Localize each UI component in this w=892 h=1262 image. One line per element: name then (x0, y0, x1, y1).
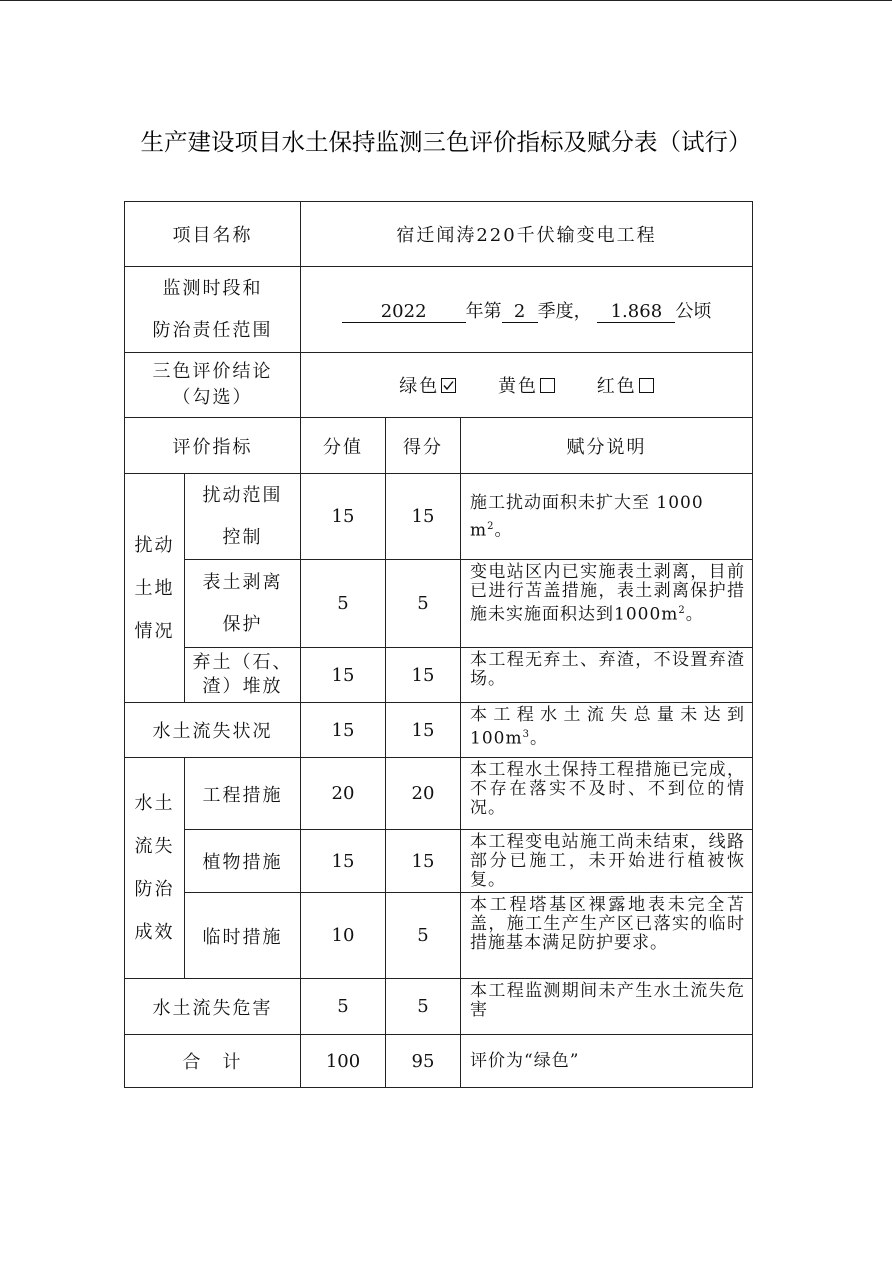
group-prevention-line4: 成效 (134, 922, 175, 943)
option-green (399, 376, 456, 397)
group-prevention-line1: 水土 (134, 793, 175, 814)
indicator-name-line2: 渣）堆放 (202, 676, 283, 697)
table-row (125, 893, 753, 979)
desc-sup: 2 (487, 520, 495, 532)
indicator-value: 15 (301, 474, 386, 560)
indicator-name: 临时措施 (185, 893, 301, 979)
indicator-value: 15 (301, 830, 386, 893)
option-green-label: 绿色 (399, 376, 440, 397)
indicator-desc (461, 560, 753, 648)
total-score: 95 (386, 1035, 461, 1088)
conclusion-label (125, 353, 301, 418)
header-value: 分值 (301, 418, 386, 474)
indicator-name-line1: 扰动范围 (202, 484, 283, 506)
period-quarter-suffix: 季度， (537, 300, 592, 322)
desc-text: 施工扰动面积未扩大至 1000 (470, 492, 704, 513)
period-label-line1: 监测时段和 (162, 277, 263, 299)
table-row (125, 648, 753, 703)
group-disturbance-line1: 扰动 (134, 534, 175, 556)
indicator-value: 5 (301, 560, 386, 648)
period-label-line2: 防治责任范围 (152, 319, 273, 341)
period-quarter: 2 (502, 302, 538, 323)
total-desc: 评价为“绿色” (461, 1035, 753, 1088)
table-row (125, 474, 753, 560)
option-red (597, 376, 654, 397)
table-row-project (125, 202, 753, 267)
group-prevention (125, 758, 185, 979)
indicator-name-line2: 保护 (222, 613, 263, 635)
conclusion-label-line2: （勾选） (172, 387, 253, 408)
group-prevention-line3: 防治 (134, 879, 175, 900)
conclusion-options (301, 353, 753, 418)
table-row (125, 830, 753, 893)
indicator-desc: 本工程无弃土、弃渣，不设置弃渣场。 (461, 648, 753, 703)
indicator-score: 5 (386, 893, 461, 979)
header-indicator: 评价指标 (125, 418, 301, 474)
indicator-score: 20 (386, 758, 461, 830)
table-row-conclusion (125, 353, 753, 418)
option-yellow (498, 376, 555, 397)
project-name-label: 项目名称 (125, 202, 301, 267)
unchecked-box-icon[interactable] (639, 378, 654, 393)
indicator-name (185, 560, 301, 648)
conclusion-label-line1: 三色评价结论 (152, 361, 273, 382)
group-disturbance-line3: 情况 (134, 620, 175, 642)
table-row-total (125, 1035, 753, 1088)
header-score: 得分 (386, 418, 461, 474)
indicator-desc: 本工程水土保持工程措施已完成，不存在落实不及时、不到位的情况。 (461, 758, 753, 830)
desc-text: 变电站区内已实施表土剥离，目前已进行苫盖措施，表土剥离保护措施未实施面积达到1000m (470, 562, 746, 625)
option-red-label: 红色 (596, 376, 637, 397)
project-name-value: 宿迁闻涛220千伏输变电工程 (301, 202, 753, 267)
option-yellow-label: 黄色 (498, 376, 539, 397)
indicator-name (185, 648, 301, 703)
indicator-score: 15 (386, 474, 461, 560)
period-label (125, 267, 301, 353)
total-label: 合 计 (125, 1035, 301, 1088)
desc-sup: 3 (522, 729, 530, 740)
indicator-score: 15 (386, 648, 461, 703)
indicator-value: 10 (301, 893, 386, 979)
indicator-desc: 本工程监测期间未产生水土流失危害 (461, 979, 753, 1035)
indicator-name: 植物措施 (185, 830, 301, 893)
group-disturbance-line2: 土地 (134, 577, 175, 599)
indicator-value: 15 (301, 703, 386, 758)
desc-unit: m (470, 520, 488, 541)
indicator-desc (461, 474, 753, 560)
unchecked-box-icon[interactable] (540, 378, 555, 393)
period-area-unit: 公顷 (675, 300, 712, 322)
page-title: 生产建设项目水土保持监测三色评价指标及赋分表（试行） (140, 128, 752, 156)
table-row (125, 560, 753, 648)
evaluation-table (124, 201, 753, 1088)
group-prevention-line2: 流失 (134, 836, 175, 857)
indicator-name: 水土流失状况 (125, 703, 301, 758)
table-row (125, 979, 753, 1035)
desc-text: 本工程水土流失总量未达到100m (470, 705, 746, 749)
desc-tail: 。 (529, 728, 548, 749)
indicator-name-line2: 控制 (222, 526, 263, 548)
indicator-name-line1: 弃土（石、 (192, 652, 293, 673)
indicator-desc: 本工程塔基区裸露地表未完全苫盖，施工生产生产区已落实的临时措施基本满足防护要求。 (461, 893, 753, 979)
indicator-score: 5 (386, 560, 461, 648)
indicator-score: 15 (386, 830, 461, 893)
period-year-suffix: 年第 (465, 300, 502, 322)
indicator-score: 15 (386, 703, 461, 758)
desc-sup: 2 (678, 605, 686, 616)
header-explanation: 赋分说明 (461, 418, 753, 474)
table-row-period (125, 267, 753, 353)
table-header-row (125, 418, 753, 474)
indicator-desc (461, 703, 753, 758)
indicator-name (185, 474, 301, 560)
desc-tail: 。 (685, 604, 704, 625)
indicator-value: 5 (301, 979, 386, 1035)
total-value: 100 (301, 1035, 386, 1088)
indicator-value: 15 (301, 648, 386, 703)
period-year: 2022 (342, 302, 466, 323)
checked-box-icon[interactable] (441, 378, 456, 393)
group-disturbance (125, 474, 185, 703)
indicator-desc: 本工程变电站施工尚未结束，线路部分已施工，未开始进行植被恢复。 (461, 830, 753, 893)
indicator-name: 工程措施 (185, 758, 301, 830)
period-area: 1.868 (597, 302, 675, 323)
table-row (125, 758, 753, 830)
indicator-name: 水土流失危害 (125, 979, 301, 1035)
indicator-score: 5 (386, 979, 461, 1035)
desc-tail: 。 (494, 520, 513, 541)
indicator-name-line1: 表土剥离 (202, 571, 283, 593)
table-row (125, 703, 753, 758)
top-border-line (0, 0, 892, 1)
indicator-value: 20 (301, 758, 386, 830)
period-value (301, 267, 753, 353)
